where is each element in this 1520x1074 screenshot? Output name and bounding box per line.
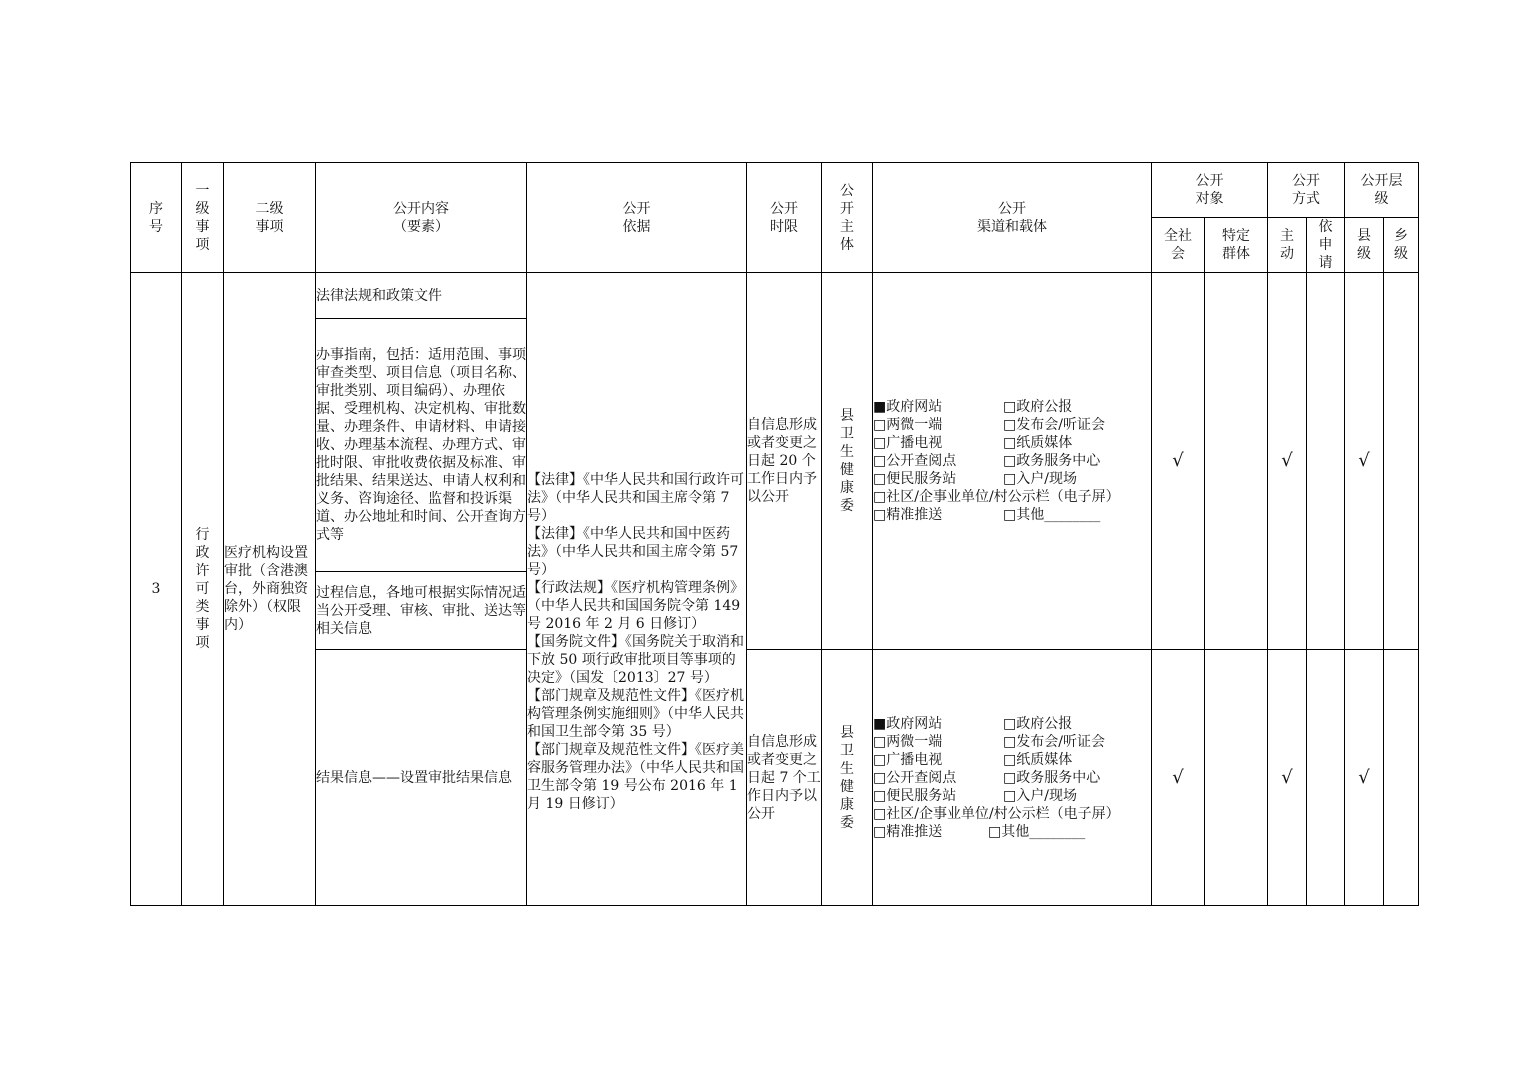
- channel-gov-gazette: □政府公报: [1003, 715, 1073, 732]
- header-basis: 公开 依据: [527, 163, 747, 273]
- row-level1: 行 政 许 可 类 事 项: [182, 273, 224, 906]
- header-level2: 二级 事项: [224, 163, 316, 273]
- channel-press: □发布会/听证会: [1003, 733, 1105, 750]
- channel-convenience: □便民服务站: [873, 471, 957, 487]
- empty-level-town-a: [1384, 273, 1419, 650]
- channel-gov-site: ■政府网站: [873, 399, 943, 415]
- header-level1: 一 级 事 项: [182, 163, 224, 273]
- channel-gov-gazette: □政府公报: [1003, 399, 1073, 415]
- header-seq: 序 号: [131, 163, 182, 273]
- basis-text: 【法律】《中华人民共和国行政许可法》（中华人民共和国主席令第 7 号） 【法律】《中华人民共和国中医药法》（中华人民共和国主席令第 57 号） 【行政法规】《医疗机构管理条例》（中华人民共和国国务院令第 149 号 2016 年 2 月 6 日修订） 【国务院文件】《国务院关于取消和下放 50 项行政审批项目等事项的决定》（国发〔2013〕27 号） 【部门规章及规范性文件】《医疗机构管理条例实施细则》（中华人民共和国卫生部令第 35 号） 【部门规章及规范性文件】《医疗美容服务管理办法》（中华人民共和国卫生部令第 19 号公布 2016 年 1 月 19 日修订）: [527, 273, 747, 906]
- content-process: 过程信息，各地可根据实际情况适当公开受理、审核、审批、送达等相关信息: [316, 572, 527, 650]
- row-seq: 3: [131, 273, 182, 906]
- channel-radio-tv: □广播电视: [873, 751, 943, 768]
- tick-target-all-a: √: [1152, 273, 1205, 650]
- content-guide: 办事指南，包括：适用范围、事项审查类型、项目信息（项目名称、审批类别、项目编码）、办理依据、受理机构、决定机构、审批数量、办理条件、申请材料、申请接收、办理基本流程、办理方式、审批时限、审批收费依据及标准、审批结果、结果送达、申请人权利和义务、咨询途径、监督和投诉渠道、办公地址和时间、公开查询方式等: [316, 319, 527, 572]
- empty-mode-request-a: [1307, 273, 1345, 650]
- time-limit-a: 自信息形成或者变更之日起 20 个工作日内予以公开: [747, 273, 822, 650]
- header-channel: 公开 渠道和载体: [873, 163, 1152, 273]
- channel-other: □其他________: [1003, 507, 1101, 523]
- channel-precise: □精准推送: [873, 507, 943, 523]
- channels-b: [873, 650, 1152, 906]
- tick-level-county-a: √: [1345, 273, 1384, 650]
- header-level-county: 县 级: [1345, 218, 1384, 273]
- channel-onsite: □入户/现场: [1003, 471, 1077, 487]
- channel-paper: □纸质媒体: [1003, 751, 1073, 768]
- channel-service-center: □政务服务中心: [1003, 453, 1101, 469]
- channel-community: □社区/企事业单位/村公示栏（电子屏）: [873, 805, 1120, 822]
- channel-two-micro: □两微一端: [873, 733, 943, 750]
- content-laws: 法律法规和政策文件: [316, 273, 527, 319]
- tick-target-all-b: √: [1152, 650, 1205, 906]
- subject-b: 县 卫 生 健 康 委: [822, 650, 873, 906]
- channel-reading: □公开查阅点: [873, 453, 957, 469]
- channel-gov-site: ■政府网站: [873, 715, 943, 732]
- header-target-group: 特定 群体: [1205, 218, 1268, 273]
- tick-mode-active-a: √: [1268, 273, 1307, 650]
- disclosure-table: [130, 162, 1419, 906]
- empty-target-group-b: [1205, 650, 1268, 906]
- header-mode-active: 主 动: [1268, 218, 1307, 273]
- row-level2: 医疗机构设置审批（含港澳台，外商独资除外）（权限内）: [224, 273, 316, 906]
- empty-target-group-a: [1205, 273, 1268, 650]
- channel-onsite: □入户/现场: [1003, 787, 1077, 804]
- header-subject: 公 开 主 体: [822, 163, 873, 273]
- header-level-town: 乡 级: [1384, 218, 1419, 273]
- empty-mode-request-b: [1307, 650, 1345, 906]
- channel-press: □发布会/听证会: [1003, 417, 1105, 433]
- channel-paper: □纸质媒体: [1003, 435, 1073, 451]
- channel-other: □其他________: [988, 823, 1086, 840]
- header-time: 公开 时限: [747, 163, 822, 273]
- channel-convenience: □便民服务站: [873, 787, 957, 804]
- channel-community: □社区/企事业单位/村公示栏（电子屏）: [873, 489, 1120, 505]
- header-target-all: 全社 会: [1152, 218, 1205, 273]
- header-content: 公开内容 （要素）: [316, 163, 527, 273]
- content-result: 结果信息——设置审批结果信息: [316, 650, 527, 906]
- tick-mode-active-b: √: [1268, 650, 1307, 906]
- channel-precise: □精准推送: [873, 823, 943, 840]
- channel-radio-tv: □广播电视: [873, 435, 943, 451]
- header-target: 公开 对象: [1152, 163, 1268, 218]
- empty-level-town-b: [1384, 650, 1419, 906]
- header-level: 公开层 级: [1345, 163, 1419, 218]
- time-limit-b: 自信息形成或者变更之日起 7 个工作日内予以公开: [747, 650, 822, 906]
- channel-service-center: □政务服务中心: [1003, 769, 1101, 786]
- header-mode-request: 依 申 请: [1307, 218, 1345, 273]
- subject-a: 县 卫 生 健 康 委: [822, 273, 873, 650]
- tick-level-county-b: √: [1345, 650, 1384, 906]
- channels-a: [873, 273, 1152, 650]
- channel-reading: □公开查阅点: [873, 769, 957, 786]
- header-mode: 公开 方式: [1268, 163, 1345, 218]
- channel-two-micro: □两微一端: [873, 417, 943, 433]
